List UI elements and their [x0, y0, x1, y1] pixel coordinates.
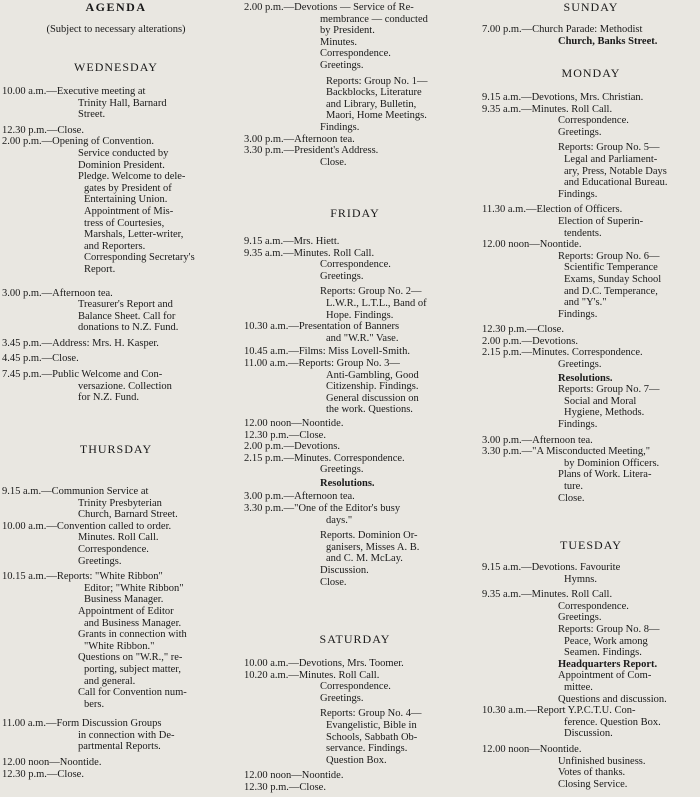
schedule-line: Appointment of Editor [78, 605, 174, 617]
thursday-heading: THURSDAY [79, 442, 153, 456]
schedule-line: Plans of Work. Litera- [558, 469, 652, 481]
schedule-line: and "W.R." Vase. [326, 332, 399, 344]
schedule-line: Findings. [558, 308, 598, 320]
tuesday-heading: TUESDAY [560, 538, 622, 552]
schedule-line: 10.00 a.m.—Convention called to order. [2, 520, 172, 532]
schedule-line: Minutes. [320, 36, 358, 48]
schedule-line: Discussion. [320, 565, 369, 577]
sunday-heading: SUNDAY [563, 0, 619, 14]
schedule-line: 12.00 noon—Noontide. [2, 757, 102, 769]
schedule-line: Greetings. [558, 126, 602, 138]
schedule-line: 3.00 p.m.—Afternoon tea. [244, 491, 355, 503]
schedule-line: 2.00 p.m.—Devotions — Service of Re- [244, 2, 414, 13]
schedule-line: by Dominion Officers. [564, 457, 660, 469]
schedule-line: days." [326, 514, 353, 526]
schedule-line: Reports. Dominion Or- [320, 530, 418, 542]
schedule-line: Street. [78, 109, 106, 121]
schedule-line: 10.30 a.m.—Presentation of Banners [244, 321, 400, 333]
schedule-line: Correspondence. [320, 681, 391, 693]
schedule-line: 12.00 noon—Noontide. [244, 770, 344, 782]
schedule-line: and "Y's." [564, 297, 607, 309]
schedule-line: Call for Convention num- [78, 687, 187, 699]
schedule-line: and Business Manager. [84, 617, 182, 629]
schedule-line: bers. [84, 698, 105, 710]
schedule-line: Seamen. Findings. [564, 647, 642, 659]
schedule-line: 11.00 a.m.—Reports: Group No. 3— [244, 357, 400, 369]
schedule-line: Backblocks, Literature [326, 87, 422, 99]
agenda-subtitle: (Subject to necessary alterations) [46, 24, 186, 35]
schedule-line: Dominion President. [78, 159, 165, 171]
schedule-line: by President. [320, 25, 375, 37]
schedule-line: Social and Moral [564, 395, 637, 407]
schedule-line: Balance Sheet. Call for [78, 310, 176, 322]
schedule-line: Maori, Home Meetings. [326, 110, 427, 122]
schedule-line: 10.15 a.m.—Reports: "White Ribbon" [2, 571, 163, 583]
schedule-line: 2.15 p.m.—Minutes. Correspondence. [244, 452, 405, 464]
schedule-line: Reports: Group No. 5— [558, 142, 660, 154]
schedule-line: Votes of thanks. [558, 767, 626, 779]
schedule-line: 9.15 a.m.—Devotions. Favourite [482, 562, 621, 573]
schedule-line: 9.35 a.m.—Minutes. Roll Call. [244, 247, 375, 259]
schedule-line: Editor; "White Ribbon" [84, 582, 184, 594]
schedule-line: Reports: Group No. 6— [558, 250, 660, 262]
schedule-line: 2.00 p.m.—Devotions. [244, 441, 340, 453]
schedule-line: 11.00 a.m.—Form Discussion Groups [2, 718, 162, 730]
schedule-line: the work. Questions. [326, 404, 413, 416]
schedule-line: Unfinished business. [558, 755, 646, 767]
schedule-line: ganisers, Misses A. B. [326, 541, 420, 553]
monday-schedule [482, 92, 700, 504]
schedule-line: Greetings. [558, 359, 602, 371]
schedule-line: 7.00 p.m.—Church Parade: Methodist [482, 24, 643, 35]
schedule-line: 3.00 p.m.—Afternoon tea. [244, 133, 355, 145]
schedule-line: 9.15 a.m.—Mrs. Hiett. [244, 236, 340, 247]
schedule-line: "White Ribbon." [84, 640, 155, 652]
schedule-line: 10.00 a.m.—Executive meeting at [2, 86, 146, 97]
schedule-line: Close. [558, 492, 585, 504]
schedule-line: Closing Service. [558, 778, 628, 790]
schedule-line: Trinity Presbyterian [78, 497, 162, 509]
sunday-schedule [482, 24, 700, 47]
schedule-line: 3.30 p.m.—President's Address. [244, 145, 379, 157]
schedule-line: ary, Press, Notable Days [564, 165, 667, 177]
schedule-line: Corresponding Secretary's [84, 252, 195, 264]
schedule-line: Correspondence. [78, 543, 149, 555]
schedule-line: 9.15 a.m.—Devotions, Mrs. Christian. [482, 92, 644, 103]
schedule-line: Treasurer's Report and [78, 299, 173, 311]
schedule-line: donations to N.Z. Fund. [78, 322, 179, 334]
schedule-line: Exams, Sunday School [564, 273, 662, 285]
schedule-line: and general. [84, 675, 136, 687]
schedule-line: 9.35 a.m.—Minutes. Roll Call. [482, 103, 613, 115]
schedule-line: Greetings. [78, 555, 122, 567]
schedule-line: Citizenship. Findings. [326, 381, 419, 393]
schedule-line: 12.00 noon—Noontide. [482, 239, 582, 251]
friday-schedule [244, 236, 466, 588]
schedule-line: Evangelistic, Bible in [326, 719, 417, 731]
schedule-line: 10.30 a.m.—Report Y.P.C.T.U. Con- [482, 705, 636, 717]
schedule-line: Entertaining Union. [84, 194, 168, 206]
schedule-line: gates by President of [84, 182, 172, 194]
schedule-line: partmental Reports. [78, 741, 161, 753]
wednesday-heading: WEDNESDAY [74, 60, 158, 74]
schedule-line: Appointment of Mis- [84, 205, 174, 217]
schedule-line: 3.45 p.m.—Address: Mrs. H. Kasper. [2, 337, 159, 349]
schedule-line: Church, Banks Street. [558, 35, 658, 47]
schedule-line: 12.00 noon—Noontide. [482, 743, 582, 755]
schedule-line: 7.45 p.m.—Public Welcome and Con- [2, 369, 163, 381]
agenda-title: AGENDA [85, 0, 147, 14]
schedule-line: Grants in connection with [78, 629, 187, 641]
schedule-line: Findings. [558, 188, 598, 200]
schedule-line: Greetings. [320, 464, 364, 476]
remembrance-schedule [244, 2, 466, 168]
schedule-line: 4.45 p.m.—Close. [2, 353, 79, 365]
schedule-line: 12.30 p.m.—Close. [2, 124, 84, 136]
schedule-line: Greetings. [558, 612, 602, 624]
schedule-line: Appointment of Com- [558, 670, 652, 682]
schedule-line: Hope. Findings. [326, 309, 394, 321]
thursday-schedule [2, 486, 230, 780]
schedule-line: for N.Z. Fund. [78, 392, 139, 404]
schedule-line: Marshals, Letter-writer, [84, 229, 184, 241]
schedule-line: servance. Findings. [326, 743, 408, 755]
tuesday-schedule [482, 562, 700, 790]
schedule-line: Questions on "W.R.," re- [78, 652, 183, 664]
schedule-line: porting, subject matter, [84, 663, 181, 675]
schedule-line: ference. Question Box. [564, 716, 661, 728]
schedule-line: 11.30 a.m.—Election of Officers. [482, 204, 623, 216]
schedule-line: in connection with De- [78, 729, 175, 741]
schedule-line: and D.C. Temperance, [564, 285, 658, 297]
schedule-line: Close. [320, 576, 347, 588]
schedule-line: Headquarters Report. [558, 658, 658, 670]
schedule-line: Resolutions. [320, 477, 375, 489]
schedule-line: versazione. Collection [78, 380, 172, 392]
schedule-line: 3.30 p.m.—"A Misconducted Meeting," [482, 446, 651, 458]
schedule-line: Scientific Temperance [564, 262, 658, 274]
schedule-line: 10.00 a.m.—Devotions, Mrs. Toomer. [244, 658, 404, 669]
schedule-line: ture. [564, 481, 583, 492]
schedule-line: Discussion. [564, 728, 613, 740]
schedule-line: Church, Barnard Street. [78, 509, 178, 521]
schedule-line: 12.30 p.m.—Close. [482, 324, 564, 336]
schedule-line: tendents. [564, 227, 602, 239]
schedule-line: Legal and Parliament- [564, 153, 658, 165]
schedule-line: and Library, Bulletin, [326, 98, 417, 110]
schedule-line: mittee. [564, 681, 593, 693]
schedule-line: Reports: Group No. 7— [558, 384, 660, 396]
saturday-schedule [244, 658, 466, 794]
schedule-line: 12.30 p.m.—Close. [2, 768, 84, 780]
schedule-line: and C. M. McLay. [326, 553, 403, 565]
schedule-line: Reports: Group No. 1— [326, 75, 428, 87]
schedule-line: Greetings. [320, 270, 364, 282]
schedule-line: Greetings. [320, 59, 364, 71]
schedule-line: 9.35 a.m.—Minutes. Roll Call. [482, 589, 613, 601]
schedule-line: Findings. [558, 419, 598, 431]
monday-heading: MONDAY [561, 66, 621, 80]
schedule-line: Election of Superin- [558, 215, 644, 227]
schedule-line: Peace, Work among [564, 635, 648, 647]
schedule-line: Hymns. [564, 573, 597, 585]
schedule-line: Anti-Gambling, Good [326, 369, 419, 381]
schedule-line: 12.30 p.m.—Close. [244, 429, 326, 441]
schedule-line: tress of Courtesies, [84, 217, 165, 229]
schedule-line: Greetings. [320, 692, 364, 704]
schedule-line: 9.15 a.m.—Communion Service at [2, 486, 149, 497]
schedule-line: Hygiene, Methods. [564, 407, 645, 419]
schedule-line: 3.00 p.m.—Afternoon tea. [482, 434, 593, 446]
schedule-line: and Educational Bureau. [564, 177, 668, 189]
schedule-line: 3.00 p.m.—Afternoon tea. [2, 287, 113, 299]
schedule-line: Business Manager. [84, 594, 164, 606]
schedule-line: Correspondence. [320, 48, 391, 60]
schedule-line: Correspondence. [320, 259, 391, 271]
schedule-line: 12.30 p.m.—Close. [244, 781, 326, 793]
schedule-line: L.W.R., L.T.L., Band of [326, 297, 427, 309]
schedule-line: Pledge. Welcome to dele- [78, 171, 186, 183]
schedule-line: General discussion on [326, 392, 419, 404]
schedule-line: Question Box. [326, 754, 387, 766]
friday-heading: FRIDAY [330, 206, 380, 220]
schedule-line: Findings. [320, 121, 360, 133]
schedule-line: Close. [320, 156, 347, 168]
schedule-line: 2.15 p.m.—Minutes. Correspondence. [482, 347, 643, 359]
schedule-line: Resolutions. [558, 372, 613, 384]
schedule-line: 2.00 p.m.—Devotions. [482, 335, 578, 347]
schedule-line: 12.00 noon—Noontide. [244, 417, 344, 429]
saturday-heading: SATURDAY [319, 632, 391, 646]
schedule-line: Reports: Group No. 2— [320, 286, 422, 298]
schedule-line: 10.20 a.m.—Minutes. Roll Call. [244, 669, 380, 681]
schedule-line: membrance — conducted [320, 13, 428, 25]
schedule-line: Schools, Sabbath Ob- [326, 731, 418, 743]
schedule-line: Correspondence. [558, 115, 629, 127]
schedule-line: Reports: Group No. 8— [558, 623, 660, 635]
schedule-line: Reports: Group No. 4— [320, 708, 422, 720]
schedule-line: Correspondence. [558, 600, 629, 612]
schedule-line: Trinity Hall, Barnard [78, 97, 167, 109]
schedule-line: Service conducted by [78, 147, 169, 159]
schedule-line: 3.30 p.m.—"One of the Editor's busy [244, 503, 401, 515]
schedule-line: and Reporters. [84, 240, 146, 252]
wednesday-schedule [2, 86, 230, 404]
schedule-line: Minutes. Roll Call. [78, 532, 159, 544]
schedule-line: Report. [84, 263, 116, 275]
schedule-line: 10.45 a.m.—Films: Miss Lovell-Smith. [244, 346, 410, 358]
schedule-line: Questions and discussion. [558, 693, 667, 705]
schedule-line: 2.00 p.m.—Opening of Convention. [2, 136, 154, 148]
